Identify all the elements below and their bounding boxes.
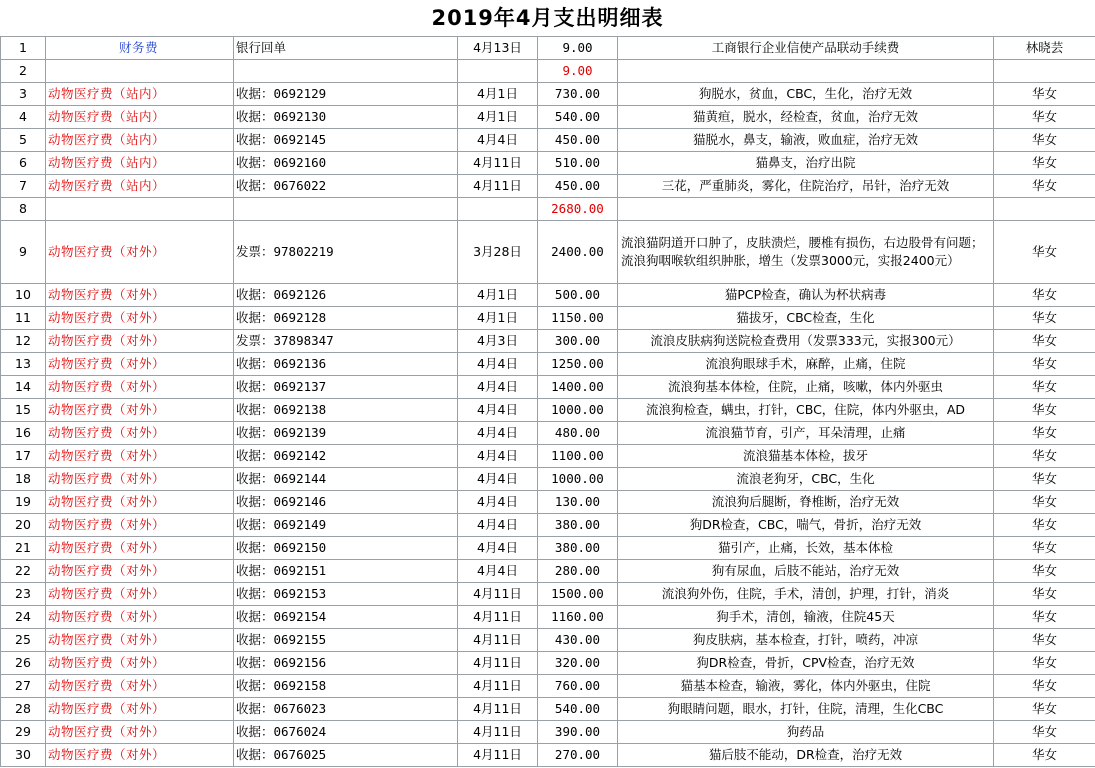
amount-cell[interactable]: 450.00 (538, 129, 618, 152)
description-cell[interactable]: 流浪猫节育，引产，耳朵清理，止痛 (618, 422, 994, 445)
date-cell[interactable]: 4月4日 (458, 560, 538, 583)
table-row (1, 744, 1095, 767)
receipt-cell[interactable] (234, 198, 458, 221)
date-cell[interactable]: 4月11日 (458, 583, 538, 606)
amount-cell[interactable]: 480.00 (538, 422, 618, 445)
table-row (1, 221, 1095, 284)
description-cell[interactable]: 流浪狗基本体检，住院，止痛，咳嗽，体内外驱虫 (618, 376, 994, 399)
row-number-cell[interactable]: 26 (1, 652, 46, 675)
handler-name-cell[interactable]: 华女 (994, 307, 1095, 330)
table-row (1, 83, 1095, 106)
date-cell[interactable]: 4月4日 (458, 514, 538, 537)
category-cell[interactable]: 动物医疗费（对外） (46, 376, 234, 399)
row-number-cell[interactable]: 25 (1, 629, 46, 652)
date-cell[interactable] (458, 198, 538, 221)
description-cell[interactable]: 流浪狗后腿断，脊椎断，治疗无效 (618, 491, 994, 514)
description-cell[interactable]: 狗皮肤病，基本检查，打针，喷药，冲凉 (618, 629, 994, 652)
description-cell[interactable]: 流浪猫阴道开口肿了，皮肤溃烂，腰椎有损伤，右边股骨有问题；流浪狗咽喉软组织肿胀，增生（发票3000元，实报2400元） (618, 221, 994, 284)
row-number-cell[interactable]: 23 (1, 583, 46, 606)
receipt-cell[interactable]: 收据：0692138 (234, 399, 458, 422)
amount-cell[interactable]: 510.00 (538, 152, 618, 175)
date-cell[interactable]: 4月4日 (458, 491, 538, 514)
row-number-cell[interactable]: 8 (1, 198, 46, 221)
category-cell[interactable]: 动物医疗费（对外） (46, 606, 234, 629)
amount-cell[interactable]: 760.00 (538, 675, 618, 698)
receipt-cell[interactable]: 收据：0676024 (234, 721, 458, 744)
category-cell[interactable]: 动物医疗费（对外） (46, 284, 234, 307)
receipt-cell[interactable]: 收据：0676022 (234, 175, 458, 198)
category-cell[interactable] (46, 198, 234, 221)
date-cell[interactable]: 4月11日 (458, 152, 538, 175)
table-row (1, 675, 1095, 698)
sheet-title[interactable]: 2019年4月支出明细表 (0, 0, 1095, 37)
table-row (1, 129, 1095, 152)
subtotal-amount-cell[interactable]: 2680.00 (538, 198, 618, 221)
handler-name-cell[interactable]: 华女 (994, 721, 1095, 744)
category-cell[interactable]: 动物医疗费（对外） (46, 675, 234, 698)
row-number-cell[interactable]: 7 (1, 175, 46, 198)
row-number-cell[interactable]: 6 (1, 152, 46, 175)
description-cell[interactable] (618, 198, 994, 221)
description-cell[interactable]: 猫引产，止痛，长效，基本体检 (618, 537, 994, 560)
amount-cell[interactable]: 300.00 (538, 330, 618, 353)
row-number-cell[interactable]: 15 (1, 399, 46, 422)
category-cell[interactable]: 动物医疗费（对外） (46, 468, 234, 491)
table-row (1, 152, 1095, 175)
amount-cell[interactable]: 9.00 (538, 37, 618, 60)
receipt-cell[interactable]: 收据：0692137 (234, 376, 458, 399)
row-number-cell[interactable]: 9 (1, 221, 46, 284)
description-cell[interactable]: 狗药品 (618, 721, 994, 744)
amount-cell[interactable]: 380.00 (538, 537, 618, 560)
table-row (1, 537, 1095, 560)
date-cell[interactable]: 4月11日 (458, 721, 538, 744)
amount-cell[interactable]: 130.00 (538, 491, 618, 514)
date-cell[interactable] (458, 60, 538, 83)
receipt-cell[interactable]: 收据：0676025 (234, 744, 458, 767)
description-cell[interactable]: 流浪狗眼球手术，麻醉，止痛，住院 (618, 353, 994, 376)
category-cell[interactable]: 动物医疗费（站内） (46, 106, 234, 129)
category-cell[interactable]: 动物医疗费（对外） (46, 422, 234, 445)
row-number-cell[interactable]: 29 (1, 721, 46, 744)
row-number-cell[interactable]: 28 (1, 698, 46, 721)
amount-cell[interactable]: 1400.00 (538, 376, 618, 399)
amount-cell[interactable]: 500.00 (538, 284, 618, 307)
description-cell[interactable]: 猫鼻支，治疗出院 (618, 152, 994, 175)
handler-name-cell[interactable]: 华女 (994, 106, 1095, 129)
table-row (1, 468, 1095, 491)
handler-name-cell[interactable]: 华女 (994, 83, 1095, 106)
amount-cell[interactable]: 270.00 (538, 744, 618, 767)
date-cell[interactable]: 4月4日 (458, 537, 538, 560)
receipt-cell[interactable]: 收据：0676023 (234, 698, 458, 721)
handler-name-cell[interactable]: 华女 (994, 422, 1095, 445)
category-cell[interactable]: 动物医疗费（对外） (46, 399, 234, 422)
table-row (1, 175, 1095, 198)
row-number-cell[interactable]: 20 (1, 514, 46, 537)
receipt-cell[interactable]: 收据：0692126 (234, 284, 458, 307)
amount-cell[interactable]: 730.00 (538, 83, 618, 106)
row-number-cell[interactable]: 5 (1, 129, 46, 152)
category-cell[interactable]: 动物医疗费（对外） (46, 221, 234, 284)
handler-name-cell[interactable]: 华女 (994, 491, 1095, 514)
description-cell[interactable]: 猫基本检查，输液，雾化，体内外驱虫，住院 (618, 675, 994, 698)
expense-table (0, 36, 1095, 767)
table-row (1, 652, 1095, 675)
handler-name-cell[interactable]: 华女 (994, 629, 1095, 652)
date-cell[interactable]: 4月4日 (458, 129, 538, 152)
handler-name-cell[interactable] (994, 198, 1095, 221)
category-cell[interactable]: 动物医疗费（对外） (46, 537, 234, 560)
receipt-cell[interactable]: 发票：97802219 (234, 221, 458, 284)
handler-name-cell[interactable]: 华女 (994, 399, 1095, 422)
category-cell[interactable]: 动物医疗费（对外） (46, 721, 234, 744)
table-row (1, 307, 1095, 330)
description-cell[interactable]: 狗手术，清创，输液，住院45天 (618, 606, 994, 629)
row-number-cell[interactable]: 11 (1, 307, 46, 330)
category-cell[interactable]: 动物医疗费（对外） (46, 629, 234, 652)
category-cell[interactable]: 动物医疗费（对外） (46, 652, 234, 675)
row-number-cell[interactable]: 14 (1, 376, 46, 399)
description-cell[interactable]: 流浪猫基本体检，拔牙 (618, 445, 994, 468)
description-cell[interactable] (618, 60, 994, 83)
amount-cell[interactable]: 1250.00 (538, 353, 618, 376)
row-number-cell[interactable]: 17 (1, 445, 46, 468)
receipt-cell[interactable]: 收据：0692130 (234, 106, 458, 129)
date-cell[interactable]: 4月11日 (458, 698, 538, 721)
receipt-cell[interactable]: 收据：0692156 (234, 652, 458, 675)
table-row (1, 60, 1095, 83)
table-row (1, 491, 1095, 514)
category-cell[interactable]: 动物医疗费（对外） (46, 491, 234, 514)
category-cell[interactable]: 动物医疗费（站内） (46, 83, 234, 106)
description-cell[interactable]: 狗脱水，贫血，CBC，生化，治疗无效 (618, 83, 994, 106)
table-row (1, 353, 1095, 376)
date-cell[interactable]: 4月4日 (458, 399, 538, 422)
receipt-cell[interactable]: 银行回单 (234, 37, 458, 60)
receipt-cell[interactable]: 收据：0692144 (234, 468, 458, 491)
handler-name-cell[interactable]: 华女 (994, 560, 1095, 583)
receipt-cell[interactable]: 收据：0692158 (234, 675, 458, 698)
row-number-cell[interactable]: 1 (1, 37, 46, 60)
receipt-cell[interactable]: 收据：0692145 (234, 129, 458, 152)
table-row (1, 284, 1095, 307)
amount-cell[interactable]: 320.00 (538, 652, 618, 675)
row-number-cell[interactable]: 10 (1, 284, 46, 307)
date-cell[interactable]: 4月4日 (458, 445, 538, 468)
date-cell[interactable]: 3月28日 (458, 221, 538, 284)
amount-cell[interactable]: 430.00 (538, 629, 618, 652)
receipt-cell[interactable]: 收据：0692136 (234, 353, 458, 376)
row-number-cell[interactable]: 27 (1, 675, 46, 698)
table-row (1, 698, 1095, 721)
amount-cell[interactable]: 380.00 (538, 514, 618, 537)
handler-name-cell[interactable]: 华女 (994, 652, 1095, 675)
date-cell[interactable]: 4月13日 (458, 37, 538, 60)
description-cell[interactable]: 狗眼睛问题，眼水，打针，住院，清理，生化CBC (618, 698, 994, 721)
handler-name-cell[interactable]: 华女 (994, 353, 1095, 376)
date-cell[interactable]: 4月3日 (458, 330, 538, 353)
amount-cell[interactable]: 1000.00 (538, 399, 618, 422)
row-number-cell[interactable]: 22 (1, 560, 46, 583)
date-cell[interactable]: 4月11日 (458, 744, 538, 767)
description-cell[interactable]: 猫黄疸，脱水，经检查，贫血，治疗无效 (618, 106, 994, 129)
date-cell[interactable]: 4月4日 (458, 468, 538, 491)
category-cell[interactable]: 动物医疗费（对外） (46, 330, 234, 353)
table-row (1, 422, 1095, 445)
amount-cell[interactable]: 450.00 (538, 175, 618, 198)
category-cell[interactable] (46, 60, 234, 83)
receipt-cell[interactable]: 发票：37898347 (234, 330, 458, 353)
table-row (1, 721, 1095, 744)
amount-cell[interactable]: 540.00 (538, 106, 618, 129)
date-cell[interactable]: 4月4日 (458, 422, 538, 445)
category-cell[interactable]: 动物医疗费（对外） (46, 583, 234, 606)
handler-name-cell[interactable]: 华女 (994, 445, 1095, 468)
date-cell[interactable]: 4月1日 (458, 106, 538, 129)
row-number-cell[interactable]: 30 (1, 744, 46, 767)
handler-name-cell[interactable]: 华女 (994, 221, 1095, 284)
date-cell[interactable]: 4月11日 (458, 606, 538, 629)
description-cell[interactable]: 狗有尿血，后肢不能站，治疗无效 (618, 560, 994, 583)
table-body (1, 37, 1095, 767)
description-cell[interactable]: 流浪皮肤病狗送院检查费用（发票333元，实报300元） (618, 330, 994, 353)
description-cell[interactable]: 流浪老狗牙，CBC，生化 (618, 468, 994, 491)
receipt-cell[interactable]: 收据：0692153 (234, 583, 458, 606)
receipt-cell[interactable]: 收据：0692129 (234, 83, 458, 106)
table-row (1, 445, 1095, 468)
description-cell[interactable]: 流浪狗外伤，住院，手术，清创，护理，打针，消炎 (618, 583, 994, 606)
description-cell[interactable]: 工商银行企业信使产品联动手续费 (618, 37, 994, 60)
amount-cell[interactable]: 1160.00 (538, 606, 618, 629)
category-cell[interactable]: 动物医疗费（对外） (46, 445, 234, 468)
category-cell[interactable]: 动物医疗费（对外） (46, 698, 234, 721)
table-row (1, 606, 1095, 629)
amount-cell[interactable]: 390.00 (538, 721, 618, 744)
handler-name-cell[interactable]: 华女 (994, 175, 1095, 198)
handler-name-cell[interactable]: 华女 (994, 514, 1095, 537)
description-cell[interactable]: 三花，严重肺炎，雾化，住院治疗，吊针，治疗无效 (618, 175, 994, 198)
category-cell[interactable]: 动物医疗费（站内） (46, 129, 234, 152)
category-cell[interactable]: 动物医疗费（站内） (46, 175, 234, 198)
category-cell[interactable]: 动物医疗费（对外） (46, 560, 234, 583)
date-cell[interactable]: 4月4日 (458, 376, 538, 399)
amount-cell[interactable]: 1500.00 (538, 583, 618, 606)
category-cell[interactable]: 动物医疗费（对外） (46, 744, 234, 767)
row-number-cell[interactable]: 16 (1, 422, 46, 445)
row-number-cell[interactable]: 19 (1, 491, 46, 514)
category-cell[interactable]: 财务费 (46, 37, 234, 60)
row-number-cell[interactable]: 4 (1, 106, 46, 129)
category-cell[interactable]: 动物医疗费（对外） (46, 307, 234, 330)
subtotal-amount-cell[interactable]: 9.00 (538, 60, 618, 83)
table-row (1, 514, 1095, 537)
handler-name-cell[interactable]: 华女 (994, 376, 1095, 399)
handler-name-cell[interactable]: 华女 (994, 152, 1095, 175)
table-row (1, 106, 1095, 129)
description-cell[interactable]: 狗DR检查，CBC，喘气，骨折，治疗无效 (618, 514, 994, 537)
row-number-cell[interactable]: 18 (1, 468, 46, 491)
receipt-cell[interactable]: 收据：0692149 (234, 514, 458, 537)
row-number-cell[interactable]: 2 (1, 60, 46, 83)
description-cell[interactable]: 猫拔牙，CBC检查，生化 (618, 307, 994, 330)
table-row (1, 330, 1095, 353)
receipt-cell[interactable]: 收据：0692155 (234, 629, 458, 652)
amount-cell[interactable]: 280.00 (538, 560, 618, 583)
date-cell[interactable]: 4月11日 (458, 175, 538, 198)
date-cell[interactable]: 4月11日 (458, 675, 538, 698)
amount-cell[interactable]: 1150.00 (538, 307, 618, 330)
handler-name-cell[interactable]: 林晓芸 (994, 37, 1095, 60)
table-row (1, 198, 1095, 221)
date-cell[interactable]: 4月11日 (458, 652, 538, 675)
table-row (1, 583, 1095, 606)
receipt-cell[interactable] (234, 60, 458, 83)
handler-name-cell[interactable]: 华女 (994, 468, 1095, 491)
category-cell[interactable]: 动物医疗费（站内） (46, 152, 234, 175)
receipt-cell[interactable]: 收据：0692160 (234, 152, 458, 175)
description-cell[interactable]: 猫脱水，鼻支，输液，败血症，治疗无效 (618, 129, 994, 152)
table-row (1, 399, 1095, 422)
handler-name-cell[interactable]: 华女 (994, 537, 1095, 560)
handler-name-cell[interactable]: 华女 (994, 675, 1095, 698)
receipt-cell[interactable]: 收据：0692139 (234, 422, 458, 445)
receipt-cell[interactable]: 收据：0692128 (234, 307, 458, 330)
receipt-cell[interactable]: 收据：0692142 (234, 445, 458, 468)
table-row (1, 37, 1095, 60)
row-number-cell[interactable]: 13 (1, 353, 46, 376)
date-cell[interactable]: 4月4日 (458, 353, 538, 376)
receipt-cell[interactable]: 收据：0692150 (234, 537, 458, 560)
handler-name-cell[interactable]: 华女 (994, 606, 1095, 629)
table-row (1, 376, 1095, 399)
description-cell[interactable]: 狗DR检查，骨折，CPV检查，治疗无效 (618, 652, 994, 675)
table-row (1, 560, 1095, 583)
handler-name-cell[interactable]: 华女 (994, 330, 1095, 353)
row-number-cell[interactable]: 12 (1, 330, 46, 353)
receipt-cell[interactable]: 收据：0692146 (234, 491, 458, 514)
handler-name-cell[interactable]: 华女 (994, 284, 1095, 307)
handler-name-cell[interactable] (994, 60, 1095, 83)
handler-name-cell[interactable]: 华女 (994, 698, 1095, 721)
category-cell[interactable]: 动物医疗费（对外） (46, 514, 234, 537)
row-number-cell[interactable]: 21 (1, 537, 46, 560)
description-cell[interactable]: 流浪狗检查，螨虫，打针，CBC，住院，体内外驱虫，AD (618, 399, 994, 422)
receipt-cell[interactable]: 收据：0692154 (234, 606, 458, 629)
date-cell[interactable]: 4月11日 (458, 629, 538, 652)
amount-cell[interactable]: 1100.00 (538, 445, 618, 468)
row-number-cell[interactable]: 3 (1, 83, 46, 106)
table-row (1, 629, 1095, 652)
handler-name-cell[interactable]: 华女 (994, 583, 1095, 606)
date-cell[interactable]: 4月1日 (458, 284, 538, 307)
receipt-cell[interactable]: 收据：0692151 (234, 560, 458, 583)
amount-cell[interactable]: 540.00 (538, 698, 618, 721)
date-cell[interactable]: 4月1日 (458, 307, 538, 330)
date-cell[interactable]: 4月1日 (458, 83, 538, 106)
category-cell[interactable]: 动物医疗费（对外） (46, 353, 234, 376)
amount-cell[interactable]: 2400.00 (538, 221, 618, 284)
description-cell[interactable]: 猫PCP检查，确认为杯状病毒 (618, 284, 994, 307)
handler-name-cell[interactable]: 华女 (994, 129, 1095, 152)
row-number-cell[interactable]: 24 (1, 606, 46, 629)
description-cell[interactable]: 猫后肢不能动，DR检查，治疗无效 (618, 744, 994, 767)
handler-name-cell[interactable]: 华女 (994, 744, 1095, 767)
amount-cell[interactable]: 1000.00 (538, 468, 618, 491)
